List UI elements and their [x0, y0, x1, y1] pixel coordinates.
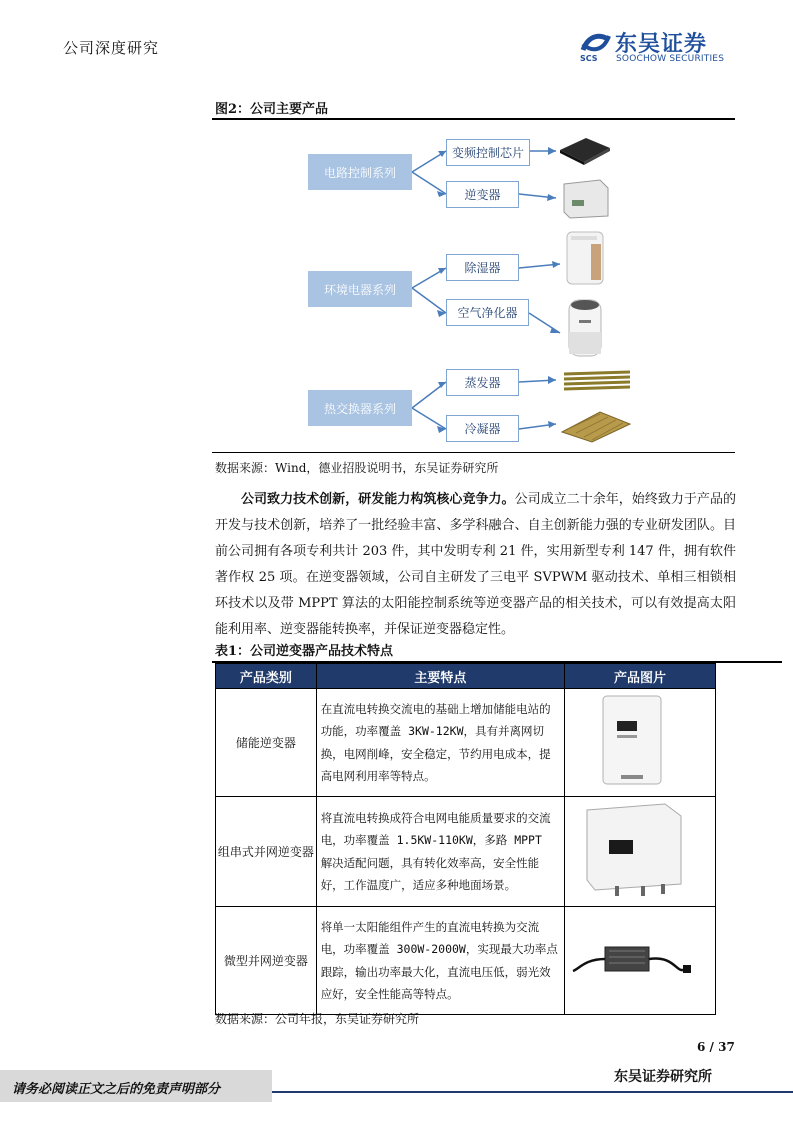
logo-abbr: SCS — [580, 54, 598, 63]
evaporator-image — [560, 368, 634, 394]
table-header-image: 产品图片 — [564, 664, 715, 689]
item-condenser: 冷凝器 — [446, 415, 519, 442]
soochow-logo — [579, 30, 739, 66]
table-row — [216, 907, 716, 1015]
footer-rule — [272, 1091, 793, 1093]
figure-title: 图2：公司主要产品 — [215, 102, 329, 117]
body-paragraph — [215, 487, 736, 643]
figure-source: 数据来源：Wind，德业招股说明书，东吴证券研究所 — [215, 461, 499, 475]
group-circuit-control: 电路控制系列 — [308, 154, 412, 190]
item-dehumidifier: 除湿器 — [446, 254, 519, 281]
footer-org: 东吴证券研究所 — [614, 1069, 712, 1085]
row-image — [564, 689, 715, 797]
paragraph-body: 公司成立二十余年，始终致力于产品的开发与技术创新，培养了一批经验丰富、多学科融合、自主创新能力强的专业研发团队。目前公司拥有各项专利共计 203 件，其中发明专利 21 件，实用新型专利 147 件，拥有软件著作权 25 项。在逆变器领域，公司自主研发了三电平 SVPWM 驱动技术、单相三相锁相环技术以及带 MPPT 算法的太阳能控制系统等逆变器产品的相关技术，可以有效提高太阳能利用率、逆变器能转换率，并保证逆变器稳定性。 — [215, 492, 736, 637]
paragraph-lead: 公司致力技术创新，研发能力构筑核心竞争力。 — [241, 492, 515, 507]
table-title: 表1：公司逆变器产品技术特点 — [215, 644, 394, 659]
item-inverter: 逆变器 — [446, 181, 519, 208]
table-row — [216, 689, 716, 797]
row-image — [564, 797, 715, 907]
row-image — [564, 907, 715, 1015]
chip-image — [556, 136, 612, 166]
logo-english: SOOCHOW SECURITIES — [616, 54, 725, 64]
condenser-image — [560, 408, 632, 444]
dehumidifier-image — [563, 230, 607, 286]
table-header-features: 主要特点 — [316, 664, 564, 689]
item-evaporator: 蒸发器 — [446, 369, 519, 396]
row-category: 微型并网逆变器 — [216, 907, 317, 1015]
string-inverter-image — [565, 798, 715, 902]
air-purifier-image — [565, 296, 605, 358]
inverter-image — [560, 178, 610, 220]
inverter-spec-table — [215, 663, 716, 1015]
table-row — [216, 797, 716, 907]
storage-inverter-image — [565, 691, 715, 791]
page-number: 6 / 37 — [697, 1040, 735, 1054]
figure-bottom-rule — [212, 452, 735, 453]
table-header-category: 产品类别 — [216, 664, 317, 689]
row-features: 在直流电转换交流电的基础上增加储能电站的功能，功率覆盖 3KW-12KW，具有并离网切换，电网削峰，安全稳定，节约用电成本，提高电网利用率等特点。 — [316, 689, 564, 797]
footer-disclaimer: 请务必阅读正文之后的免责声明部分 — [12, 1082, 221, 1097]
item-vfd-chip: 变频控制芯片 — [446, 139, 530, 166]
row-features: 将单一太阳能组件产生的直流电转换为交流电，功率覆盖 300W-2000W，实现最大功率点跟踪，输出功率最大化，直流电压低，弱光效应好，安全性能高等特点。 — [316, 907, 564, 1015]
report-type: 公司深度研究 — [63, 39, 160, 57]
table-source: 数据来源：公司年报，东吴证券研究所 — [215, 1012, 420, 1026]
logo-chinese: 东吴证券 — [615, 32, 708, 57]
group-environment-appliance: 环境电器系列 — [308, 271, 412, 307]
item-air-purifier: 空气净化器 — [446, 299, 529, 326]
micro-inverter-image — [565, 909, 715, 1009]
logo-mark-icon — [579, 30, 613, 56]
row-category: 储能逆变器 — [216, 689, 317, 797]
row-features: 将直流电转换成符合电网电能质量要求的交流电，功率覆盖 1.5KW-110KW，多路 MPPT 解决适配问题，具有转化效率高，安全性能好，工作温度广，适应多种地面场景。 — [316, 797, 564, 907]
group-heat-exchanger: 热交换器系列 — [308, 390, 412, 426]
row-category: 组串式并网逆变器 — [216, 797, 317, 907]
